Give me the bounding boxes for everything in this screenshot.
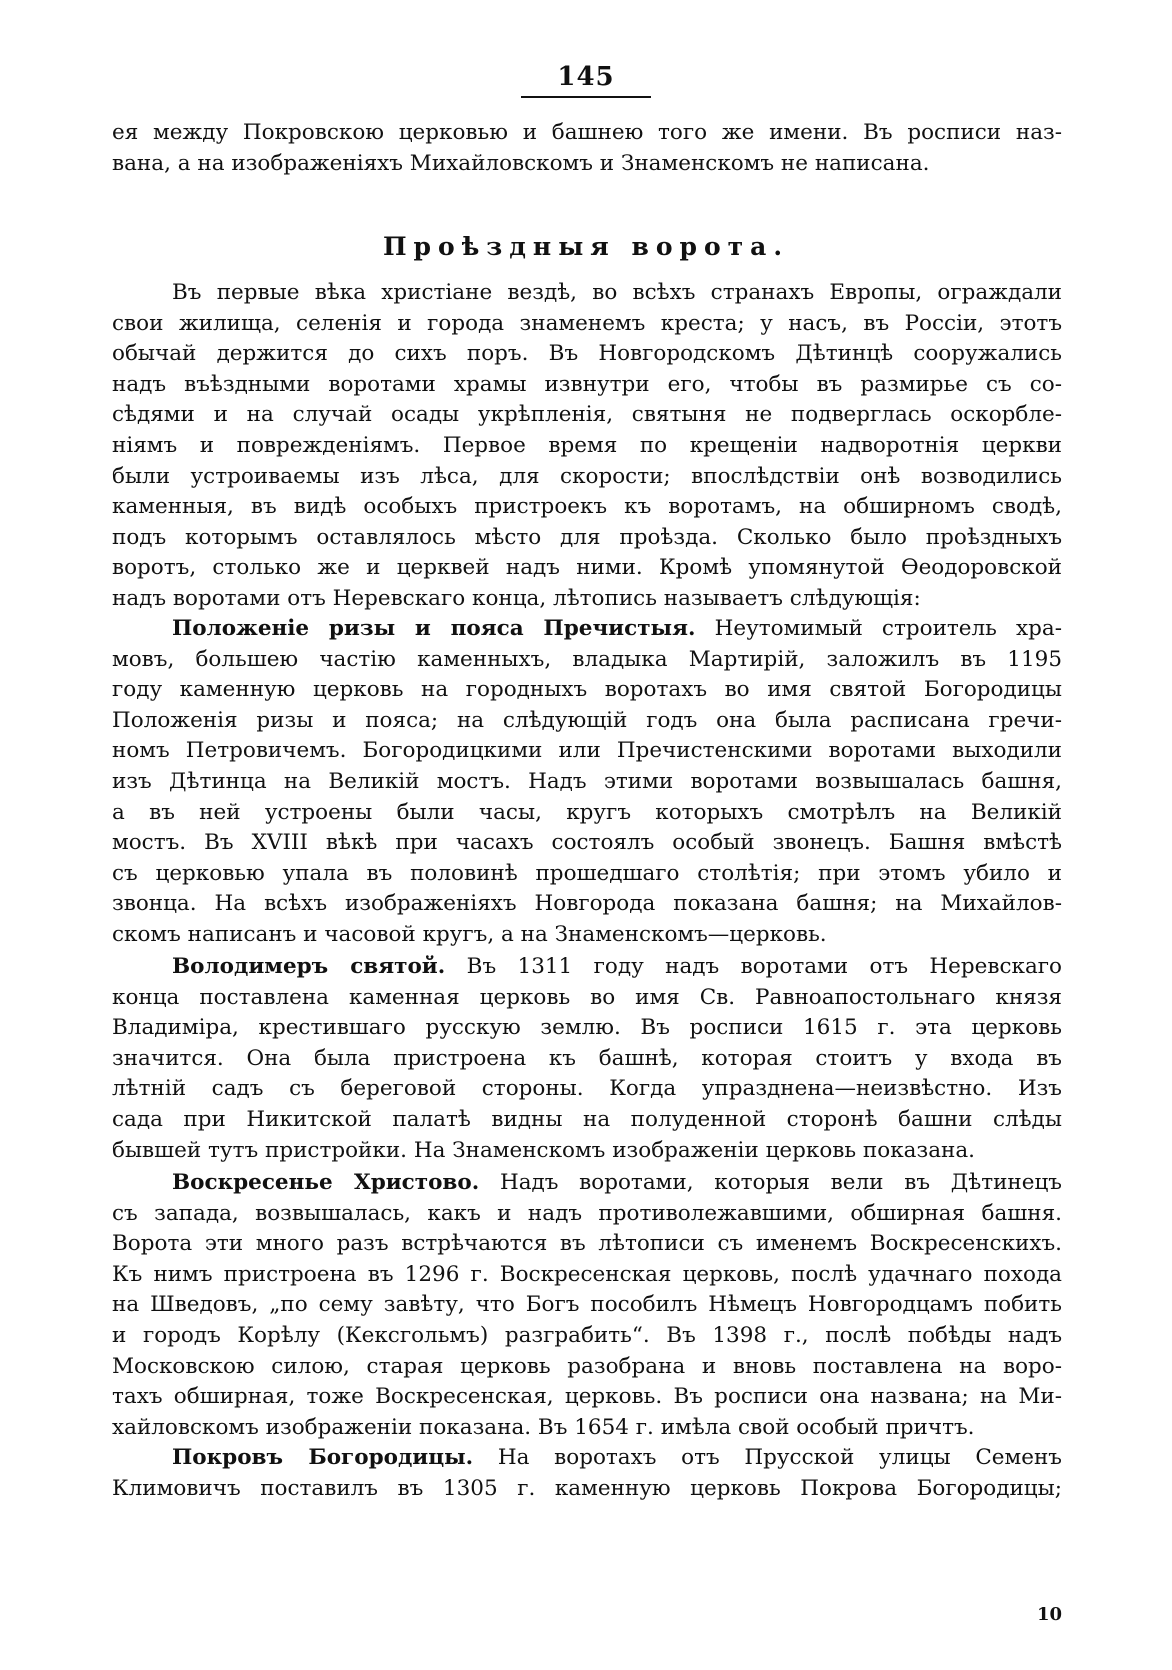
text-fragment: Надъ воротами, которыя вели въ Дѣтинецъ <box>499 1170 1062 1195</box>
text-line: сада при Никитской палатѣ видны на полуденной сторонѣ башни слѣды <box>112 1106 1062 1132</box>
text-line: обычай держится до сихъ поръ. Въ Новгородскомъ Дѣтинцѣ сооружались <box>112 341 1062 367</box>
text-line: съ запада, возвышалась, какъ и надъ противолежавшими, обширная башня. <box>112 1200 1062 1226</box>
text-fragment: На воротахъ отъ Прусской улицы Семенъ <box>497 1445 1062 1470</box>
paragraph-polozhenie <box>112 614 1062 951</box>
text-line <box>112 614 1062 645</box>
text-line: ея между Покровскою церковью и башнею того же имени. Въ росписи наз- <box>112 120 1062 145</box>
text-line: бывшей тутъ пристройки. На Знаменскомъ изображеніи церковь показана. <box>112 1137 975 1163</box>
text-fragment: Неутомимый строитель хра- <box>714 616 1062 641</box>
paragraph-voskresenie <box>112 1168 1062 1443</box>
text-line: сѣдями и на случай осады укрѣпленія, святыня не подверглась оскорбле- <box>112 402 1062 428</box>
text-fragment: Въ 1311 году надъ воротами отъ Неревскаго <box>466 954 1062 979</box>
text-line: свои жилища, селенія и города знаменемъ креста; у насъ, въ Россіи, этотъ <box>112 310 1062 336</box>
text-line: мостъ. Въ XVIII вѣкѣ при часахъ состоялъ особый звонецъ. Башня вмѣстѣ <box>112 830 1062 856</box>
text-line: скомъ написанъ и часовой кругъ, а на Знаменскомъ—церковь. <box>112 921 827 947</box>
paragraph-lead: Покровъ Богородицы. <box>172 1445 474 1470</box>
paragraph-lead: Володимеръ святой. <box>172 954 446 979</box>
paragraph-lead: Положеніе ризы и пояса Пречистыя. <box>172 616 696 641</box>
text-line: воротъ, столько же и церквей надъ ними. Кромѣ упомянутой Ѳеодоровской <box>112 555 1062 581</box>
text-line: а въ ней устроены были часы, кругъ которыхъ смотрѣлъ на Великій <box>112 799 1062 825</box>
text-line: Въ первые вѣка христіане вездѣ, во всѣхъ странахъ Европы, ограждали <box>172 280 1062 305</box>
text-line: звонца. На всѣхъ изображеніяхъ Новгорода показана башня; на Михайлов- <box>112 891 1062 917</box>
page-header <box>0 62 1172 98</box>
paragraph-volodimer <box>112 952 1062 1166</box>
intro-paragraph <box>112 118 1062 179</box>
paragraph-pokrov <box>112 1443 1062 1504</box>
signature-mark: 10 <box>1036 1604 1062 1625</box>
text-line: Климовичъ поставилъ въ 1305 г. каменную церковь Покрова Богородицы; <box>112 1475 1062 1501</box>
paragraph-intro-gates <box>112 278 1062 615</box>
text-line: конца поставлена каменная церковь во имя Св. Равноапостольнаго князя <box>112 984 1062 1010</box>
page-number: 145 <box>557 62 615 92</box>
text-line: году каменную церковь на городныхъ воротахъ во имя святой Богородицы <box>112 677 1062 703</box>
text-line: были устроиваемы изъ лѣса, для скорости; впослѣдствіи онѣ возводились <box>112 463 1062 489</box>
text-line: ніямъ и поврежденіямъ. Первое время по крещеніи надворотнія церкви <box>112 432 1062 458</box>
text-line: Ворота эти много разъ встрѣчаются въ лѣтописи съ именемъ Воскресенскихъ. <box>112 1231 1062 1257</box>
text-line: Положенія ризы и пояса; на слѣдующій годъ она была расписана гречи- <box>112 707 1062 733</box>
text-line: каменныя, въ видѣ особыхъ пристроекъ къ воротамъ, на обширномъ сводѣ, <box>112 494 1062 520</box>
text-line <box>112 952 1062 983</box>
text-line: тахъ обширная, тоже Воскресенская, церковь. Въ росписи она названа; на Ми- <box>112 1384 1062 1410</box>
text-line: значится. Она была пристроена къ башнѣ, которая стоитъ у входа въ <box>112 1045 1062 1071</box>
text-line <box>112 1443 1062 1474</box>
text-line: съ церковью упала въ половинѣ прошедшаго столѣтія; при этомъ убило и <box>112 860 1062 886</box>
text-line: лѣтній садъ съ береговой стороны. Когда упразднена—неизвѣстно. Изъ <box>112 1076 1062 1102</box>
text-line: Московскою силою, старая церковь разобрана и вновь поставлена на воро- <box>112 1353 1062 1379</box>
text-line <box>112 1168 1062 1199</box>
text-line: вана, а на изображеніяхъ Михайловскомъ и Знаменскомъ не написана. <box>112 150 930 176</box>
text-line: изъ Дѣтинца на Великій мостъ. Надъ этими воротами возвышалась башня, <box>112 768 1062 794</box>
header-rule <box>521 96 651 98</box>
text-line: подъ которымъ оставлялось мѣсто для проѣзда. Сколько было проѣздныхъ <box>112 524 1062 550</box>
section-heading: Проѣздныя ворота. <box>382 232 790 261</box>
text-line: и городъ Корѣлу (Кексгольмъ) разграбить“. Въ 1398 г., послѣ побѣды надъ <box>112 1322 1062 1348</box>
paragraph-lead: Воскресенье Христово. <box>172 1170 480 1195</box>
text-line: на Шведовъ, „по сему завѣту, что Богъ пособилъ Нѣмецъ Новгородцамъ побить <box>112 1292 1062 1318</box>
text-line: Къ нимъ пристроена въ 1296 г. Воскресенская церковь, послѣ удачнаго похода <box>112 1261 1062 1287</box>
text-line: мовъ, большею частію каменныхъ, владыка Мартирій, заложилъ въ 1195 <box>112 646 1062 672</box>
text-line: надъ въѣздными воротами храмы извнутри его, чтобы въ размирье съ со- <box>112 371 1062 397</box>
text-line: надъ воротами отъ Неревскаго конца, лѣтопись называетъ слѣдующія: <box>112 585 921 611</box>
text-line: хайловскомъ изображеніи показана. Въ 1654 г. имѣла свой особый причтъ. <box>112 1414 975 1440</box>
text-line: номъ Петровичемъ. Богородицкими или Пречистенскими воротами выходили <box>112 738 1062 764</box>
text-line: Владиміра, крестившаго русскую землю. Въ росписи 1615 г. эта церковь <box>112 1015 1062 1041</box>
